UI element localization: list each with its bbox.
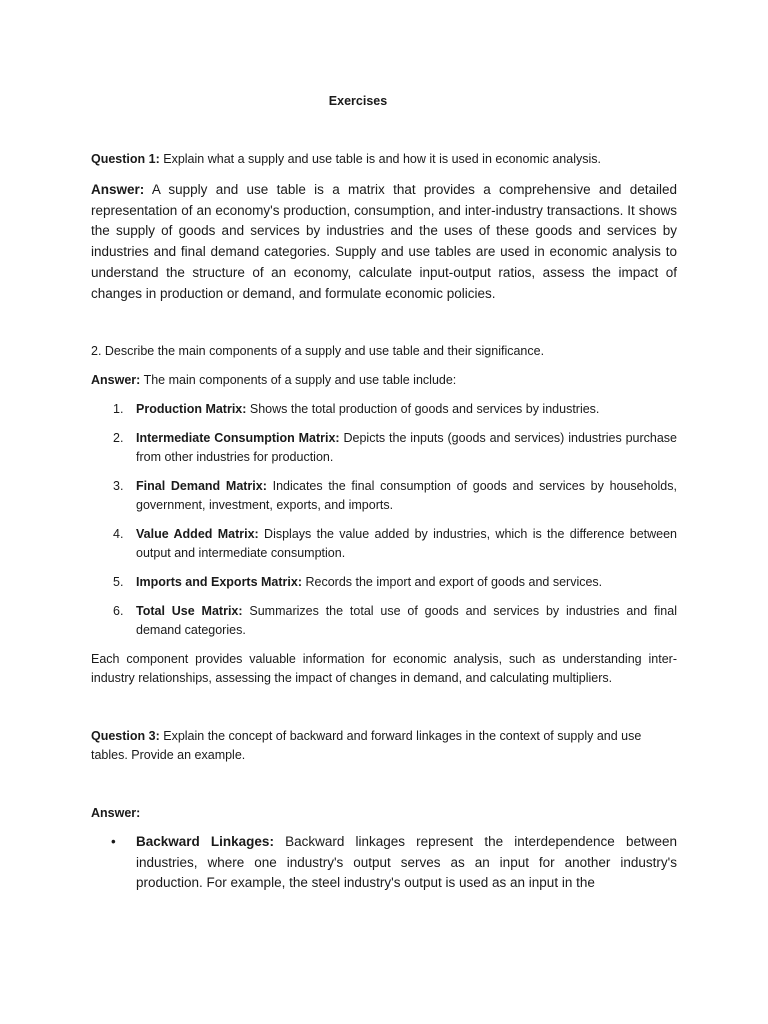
list-item-desc: Displays the value added by industries, which is the difference between output and intermediate consumption. [136,527,677,560]
question-3 [91,727,677,765]
list-item-term: Production Matrix: [136,402,247,416]
list-item-number: 5. [113,575,124,589]
question-3-text: Explain the concept of backward and forward linkages in the context of supply and use tables. Provide an example. [91,729,642,762]
answer-1 [91,180,677,304]
list-item-number: 4. [113,527,124,541]
list-item-term: Intermediate Consumption Matrix: [136,431,340,445]
question-1-label: Question 1: [91,152,160,166]
answer-1-label: Answer: [91,182,145,197]
list-item-term: Final Demand Matrix: [136,479,267,493]
list-item-desc: Summarizes the total use of goods and services by industries and final demand categories. [136,604,677,637]
list-item-desc: Depicts the inputs (goods and services) industries purchase from other industries for production. [136,431,678,464]
list-item-number: 1. [113,402,124,416]
question-1 [91,150,677,169]
answer-2 [91,371,677,390]
question-1-text: Explain what a supply and use table is and how it is used in economic analysis. [159,152,601,166]
list-item-number: 6. [113,604,124,618]
answer-2-label: Answer: [91,373,141,387]
answer-3 [91,804,677,823]
page-title: Exercises [328,94,388,108]
list-item-number: 2. [113,431,124,445]
answer-2-closing: Each component provides valuable information for economic analysis, such as understanding inter-industry relationships, assessing the impact of changes in demand, and calculating multipliers. [91,652,677,685]
question-2: 2. Describe the main components of a supply and use table and their significance. [91,344,545,358]
answer-3-label: Answer: [91,806,141,820]
answer-1-text: A supply and use table is a matrix that provides a comprehensive and detailed representation of an economy's production, consumption, and inter-industry transactions. It shows the supply of goods and services by industries and the uses of these goods and services by industries and final demand categories. Supply and use tables are used in economic analysis to understand the structure of an economy, calculate input-output ratios, assess the impact of changes in production or demand, and formulate economic policies. [91,182,677,301]
list-item-desc: Shows the total production of goods and services by industries. [246,402,600,416]
bullet-text: Backward linkages represent the interdependence between industries, where one industry's output serves as an input for another industry's production. For example, the steel industry's output is used as an input in the [136,834,677,891]
answer-2-text: The main components of a supply and use table include: [140,373,457,387]
list-item-term: Imports and Exports Matrix: [136,575,302,589]
bullet-term: Backward Linkages: [136,834,274,849]
list-item-term: Total Use Matrix: [136,604,243,618]
question-3-label: Question 3: [91,729,160,743]
bullet-marker: • [111,834,116,849]
list-item-desc: Indicates the final consumption of goods and services by households, government, investment, exports, and imports. [136,479,677,512]
list-item-term: Value Added Matrix: [136,527,259,541]
list-item-number: 3. [113,479,124,493]
list-item-desc: Records the import and export of goods and services. [302,575,603,589]
